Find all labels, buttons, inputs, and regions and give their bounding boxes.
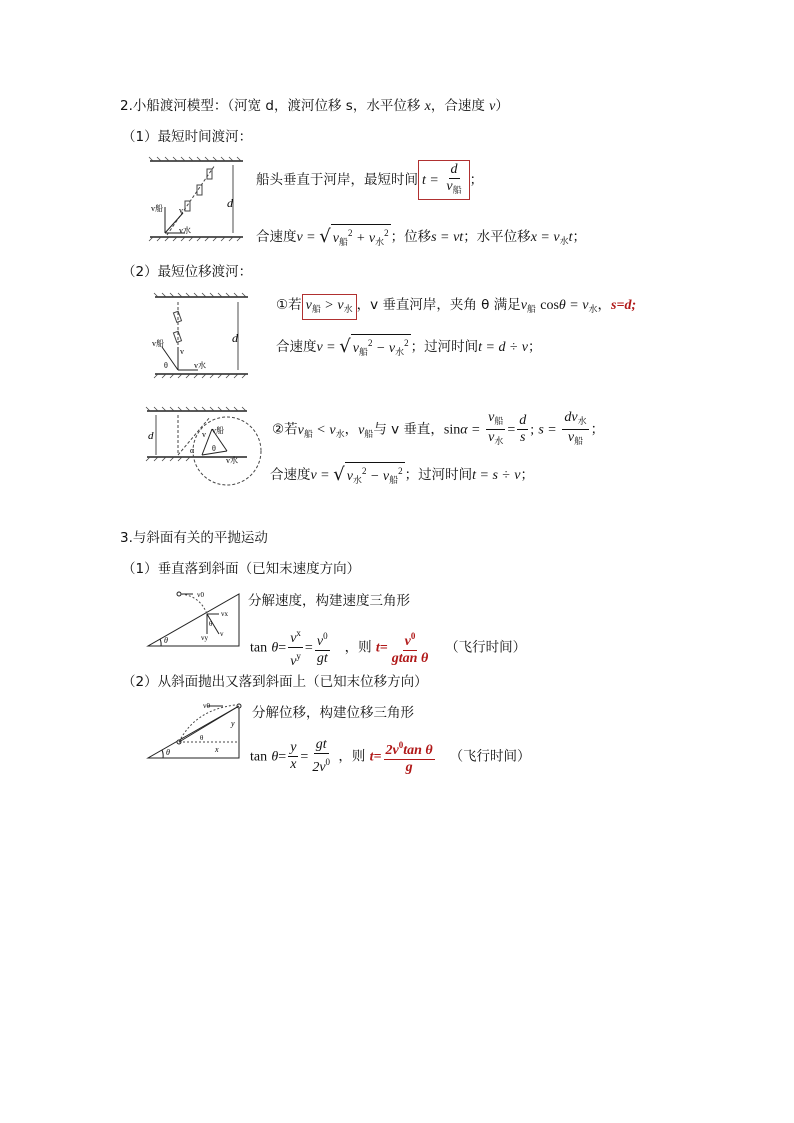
svg-text:v: v (179, 206, 183, 215)
svg-text:v: v (202, 430, 206, 439)
case-2-line-1: ②若$v_船 < v_水$，$v_船$与 v 垂直，sinα = $\frac{v_船}{v_水}$ = $\frac{d}{s}$ ; s = $\frac{dv_水}{v_船}$ ； (272, 410, 605, 446)
case-2-mid: ， (344, 421, 359, 438)
svg-text:v: v (220, 630, 224, 638)
then-label-1: ，则 (344, 639, 372, 656)
svg-text:v: v (180, 347, 184, 356)
sec3-part-1-line-1: 分解速度，构建速度三角形 (248, 593, 410, 609)
case-1-line-2: 合速度v = √ $v_船^2 - v_水^2$ ；过河时间t = d ÷ v； (276, 334, 542, 360)
section-2-title-mid: ，合速度 (430, 98, 485, 114)
svg-text:y: y (231, 719, 235, 728)
svg-text:α: α (190, 446, 195, 455)
svg-text:θ: θ (164, 636, 168, 645)
case-1-mark: ①若 (276, 297, 302, 313)
part-2-heading: （2）最短位移渡河： (122, 264, 253, 280)
min-time-formula-box: t = $\frac{d}{v_船}$ (418, 160, 470, 200)
svg-text:v水: v水 (179, 226, 191, 235)
svg-text:vy: vy (201, 634, 208, 642)
case-2-time-label: ；过河时间 (404, 467, 473, 483)
case-1-line-2-end: ； (528, 339, 542, 355)
case-1-velocity-label: 合速度 (276, 339, 317, 355)
section-2-title-end: ） (495, 98, 509, 114)
case-2-line-2: 合速度v = √ $v_水^2 - v_船^2$ ；过河时间t = s ÷ v； (270, 462, 534, 488)
svg-text:x: x (215, 745, 219, 754)
figure-incline-displacement (145, 700, 245, 762)
svg-text:d: d (148, 430, 154, 442)
svg-text:θ: θ (166, 748, 170, 757)
figure-case-2 (142, 405, 267, 490)
case-1-line-1: ①若 $v_船 > v_水$ ，v 垂直河岸，夹角 θ 满足$v_船$ $\cos\theta = v_水$，s=d; (276, 294, 636, 320)
part-1-line-1 (256, 160, 483, 200)
svg-text:v水: v水 (226, 456, 238, 465)
var-x: x (424, 99, 431, 114)
case-1-result: s=d; (611, 298, 637, 313)
svg-text:θ: θ (200, 734, 204, 742)
case-2-mid-2: 与 v 垂直， (373, 421, 444, 438)
svg-text:d: d (227, 196, 233, 210)
case-2-mark: ②若 (272, 421, 298, 438)
case-1-mid-text: ，v 垂直河岸，夹角 θ 满足 (356, 297, 521, 313)
part-1-line-2-end: ； (572, 229, 587, 245)
case-2-end: ； (590, 421, 605, 438)
svg-text:v0: v0 (197, 591, 204, 599)
sec3-part-1-formula: tan θ= $\frac{v^x}{v^y}$ = $\frac{v^0}{gt}$ ，则 t= $\frac{v^0}{\text{gtan θ}}$ （飞行时间） (250, 625, 526, 670)
sec3-part-2-line-1: 分解位移，构建位移三角形 (252, 705, 414, 721)
velocity-label: 合速度 (256, 229, 297, 245)
displacement-label: ；位移 (390, 229, 432, 245)
flight-time-note-2: （飞行时间） (449, 748, 531, 765)
svg-text:θ: θ (209, 620, 213, 628)
horizontal-label: ；水平位移 (463, 229, 531, 245)
svg-text:d: d (232, 331, 238, 345)
figure-incline-velocity (145, 588, 245, 650)
sec3-part-2-formula: tan θ= $\frac{y}{x}$ = $\frac{gt}{2v^0}$ ，则 t= $\frac{2v^0\tan \theta}{g}$ （飞行时间） (250, 737, 531, 775)
case-1-time-label: ；过河时间 (410, 339, 479, 355)
figure-shortest-time (145, 155, 250, 245)
svg-text:v0: v0 (203, 702, 210, 710)
section-3-title: 3.与斜面有关的平抛运动 (120, 530, 268, 546)
svg-text:vx: vx (221, 610, 228, 618)
sec3-part-2-heading: （2）从斜面抛出又落到斜面上（已知末位移方向） (122, 674, 428, 690)
case-1-condition-box: $v_船 > v_水$ (302, 294, 357, 320)
svg-text:v船: v船 (151, 204, 163, 213)
svg-text:θ: θ (212, 444, 216, 453)
part-1-line-1-text: 船头垂直于河岸，最短时间 (256, 172, 418, 188)
part-1-line-1-end: ； (469, 172, 484, 188)
flight-time-note-1: （飞行时间） (445, 639, 527, 656)
svg-text:v水: v水 (194, 361, 206, 370)
section-2-title-text: 2.小船渡河模型：（河宽 d，渡河位移 s，水平位移 (120, 98, 421, 114)
svg-text:v船: v船 (152, 339, 164, 348)
case-1-end: ， (597, 297, 612, 313)
sec3-part-1-heading: （1）垂直落到斜面（已知末速度方向） (122, 561, 361, 577)
part-1-heading: （1）最短时间渡河： (122, 129, 253, 145)
svg-text:v船: v船 (212, 426, 224, 435)
section-2-title (120, 97, 509, 116)
case-2-velocity-label: 合速度 (270, 467, 311, 483)
case-2-line-2-end: ； (520, 467, 534, 483)
part-1-line-2: 合速度v = √ $v_船^2 + v_水^2$ ；位移s = vt；水平位移$x = v_水t$； (256, 224, 586, 250)
svg-text:θ: θ (164, 361, 168, 370)
var-v: v (489, 99, 496, 114)
figure-shortest-displacement (150, 292, 255, 382)
then-label-2: ，则 (338, 748, 366, 765)
